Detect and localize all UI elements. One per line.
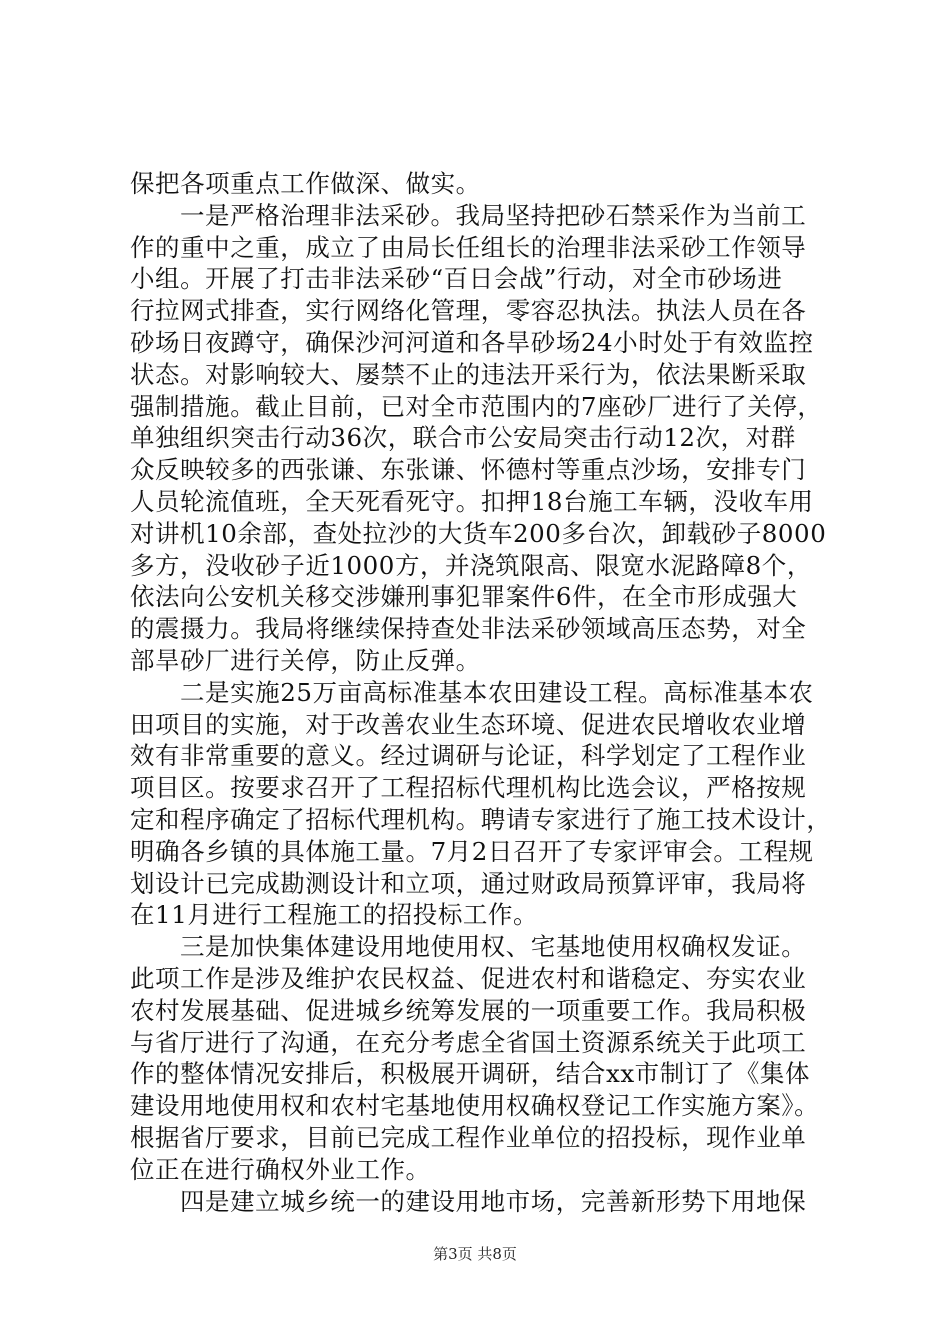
text-line: 效有非常重要的意义。经过调研与论证，科学划定了工程作业: [130, 741, 807, 771]
text-line: 保把各项重点工作做深、做实。: [130, 169, 481, 198]
text-line: 行拉网式排查，实行网络化管理，零容忍执法。执法人员在各: [130, 296, 807, 326]
text-line: 砂场日夜蹲守，确保沙河河道和各旱砂场24小时处于有效监控: [130, 327, 814, 357]
document-body: [130, 168, 830, 1217]
text-line: 人员轮流值班，全天死看死守。扣押18台施工车辆，没收车用: [130, 486, 814, 516]
text-line: 状态。对影响较大、屡禁不止的违法开采行为，依法果断采取: [130, 359, 807, 389]
text-line: 部旱砂厂进行关停，防止反弹。: [130, 645, 481, 675]
text-line: 的震摄力。我局将继续保持查处非法采砂领域高压态势，对全: [130, 614, 807, 644]
text-line: 作的整体情况安排后，积极展开调研，结合xx市制订了《集体: [130, 1059, 811, 1089]
text-line: 强制措施。截止目前，已对全市范围内的7座砂厂进行了关停，: [130, 391, 823, 421]
text-line: 众反映较多的西张谦、东张谦、怀德村等重点沙场，安排专门: [130, 455, 807, 485]
text-line: 四是建立城乡统一的建设用地市场，完善新形势下用地保: [180, 1186, 807, 1216]
text-line: 与省厅进行了沟通，在充分考虑全省国土资源系统关于此项工: [130, 1027, 807, 1057]
text-line: 在11月进行工程施工的招投标工作。: [130, 900, 539, 930]
text-line: 单独组织突击行动36次，联合市公安局突击行动12次，对群: [130, 423, 796, 453]
text-line: 对讲机10余部，查处拉沙的大货车200多台次，卸载砂子8000: [130, 518, 827, 548]
text-line: 一是严格治理非法采砂。我局坚持把砂石禁采作为当前工: [180, 200, 807, 230]
page-footer: [0, 1243, 950, 1264]
text-line: 二是实施25万亩高标准基本农田建设工程。高标准基本农: [180, 677, 814, 707]
text-line: 划设计已完成勘测设计和立项，通过财政局预算评审，我局将: [130, 868, 807, 898]
text-line: 此项工作是涉及维护农民权益、促进农村和谐稳定、夯实农业: [130, 963, 807, 993]
text-line: 三是加快集体建设用地使用权、宅基地使用权确权发证。: [180, 932, 807, 962]
text-line: 位正在进行确权外业工作。: [130, 1154, 431, 1184]
text-line: 作的重中之重，成立了由局长任组长的治理非法采砂工作领导: [130, 232, 807, 262]
text-line: 农村发展基础、促进城乡统筹发展的一项重要工作。我局积极: [130, 995, 807, 1025]
text-line: 建设用地使用权和农村宅基地使用权确权登记工作实施方案》。: [130, 1091, 820, 1121]
page-number: 第3页 共8页: [433, 1245, 517, 1263]
text-line: 小组。开展了打击非法采砂“百日会战”行动，对全市砂场进: [130, 264, 783, 294]
text-line: 明确各乡镇的具体施工量。7月2日召开了专家评审会。工程规: [130, 836, 814, 866]
text-line: 田项目的实施，对于改善农业生态环境、促进农民增收农业增: [130, 709, 807, 739]
text-line: 定和程序确定了招标代理机构。聘请专家进行了施工技术设计，: [130, 804, 832, 834]
text-line: 多方，没收砂子近1000方，并浇筑限高、限宽水泥路障8个，: [130, 550, 812, 580]
text-line: 依法向公安机关移交涉嫌刑事犯罪案件6件，在全市形成强大: [130, 582, 798, 612]
text-line: 项目区。按要求召开了工程招标代理机构比选会议，严格按规: [130, 773, 807, 803]
text-line: 根据省厅要求，目前已完成工程作业单位的招投标，现作业单: [130, 1122, 807, 1152]
